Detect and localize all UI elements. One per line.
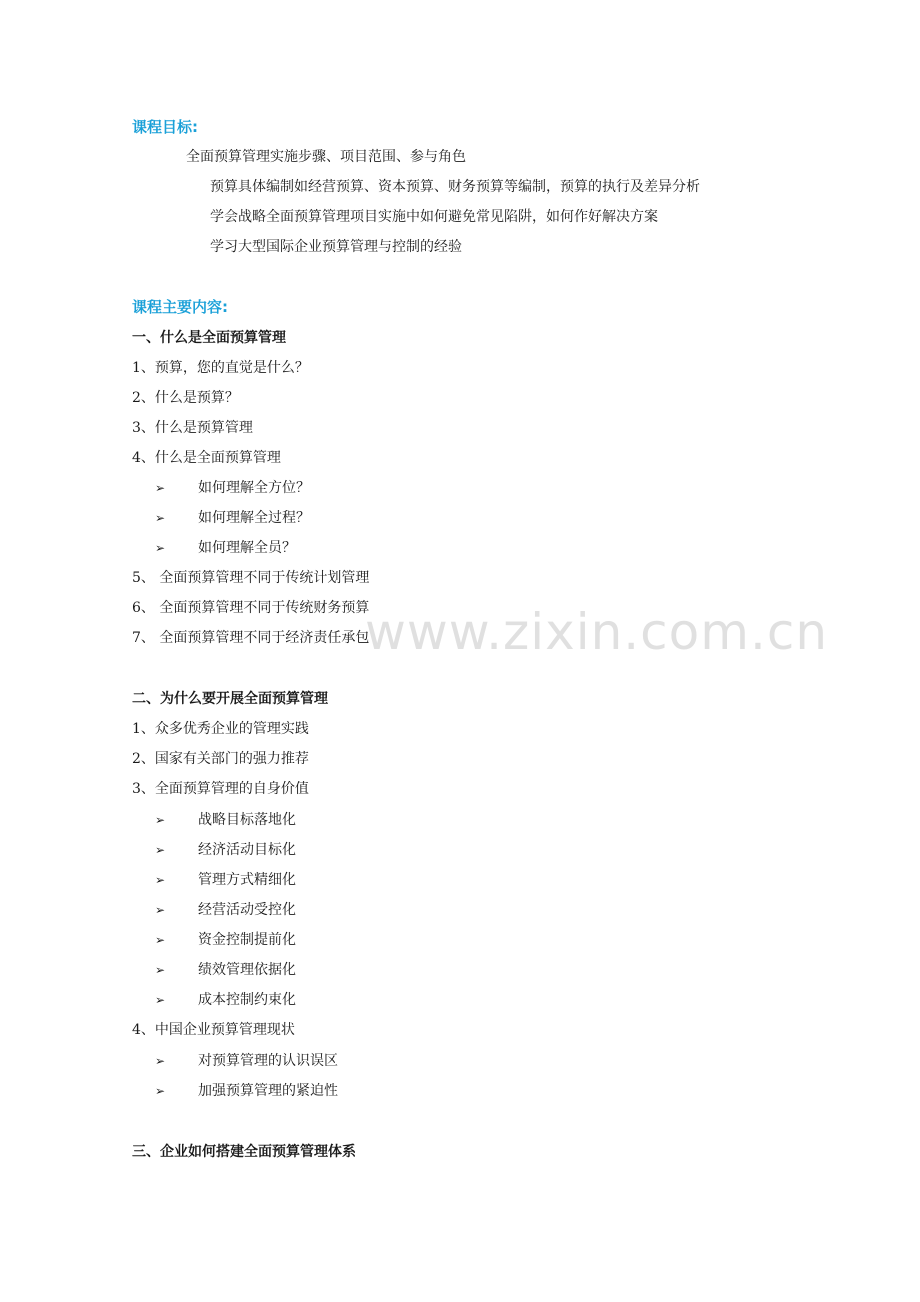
list-item: 1、预算，您的直觉是什么？ xyxy=(132,360,309,376)
objective-item: 全面预算管理实施步骤、项目范围、参与角色 xyxy=(186,149,466,165)
bullet-item: 对预算管理的认识误区 xyxy=(198,1053,338,1069)
bullet-item: 经济活动目标化 xyxy=(198,842,296,858)
section-title: 一、什么是全面预算管理 xyxy=(132,330,286,346)
arrow-bullet-icon: ➢ xyxy=(155,933,166,947)
arrow-bullet-icon: ➢ xyxy=(155,1084,166,1098)
content-heading: 课程主要内容: xyxy=(132,298,228,316)
bullet-item: 战略目标落地化 xyxy=(198,812,296,828)
bullet-item: 成本控制约束化 xyxy=(198,992,296,1008)
bullet-item: 如何理解全员？ xyxy=(198,540,296,556)
objective-item: 学习大型国际企业预算管理与控制的经验 xyxy=(210,239,462,255)
list-item: 3、全面预算管理的自身价值 xyxy=(132,781,309,797)
section-title: 三、企业如何搭建全面预算管理体系 xyxy=(132,1144,356,1160)
arrow-bullet-icon: ➢ xyxy=(155,481,166,495)
arrow-bullet-icon: ➢ xyxy=(155,843,166,857)
arrow-bullet-icon: ➢ xyxy=(155,903,166,917)
arrow-bullet-icon: ➢ xyxy=(155,511,166,525)
list-item: 6、 全面预算管理不同于传统财务预算 xyxy=(132,600,370,616)
list-item: 5、 全面预算管理不同于传统计划管理 xyxy=(132,570,370,586)
objective-item: 预算具体编制如经营预算、资本预算、财务预算等编制，预算的执行及差异分析 xyxy=(210,179,700,195)
arrow-bullet-icon: ➢ xyxy=(155,813,166,827)
list-item: 4、什么是全面预算管理 xyxy=(132,450,281,466)
list-item: 2、什么是预算？ xyxy=(132,390,239,406)
bullet-item: 经营活动受控化 xyxy=(198,902,296,918)
objectives-heading: 课程目标: xyxy=(132,118,198,136)
arrow-bullet-icon: ➢ xyxy=(155,541,166,555)
objective-item: 学会战略全面预算管理项目实施中如何避免常见陷阱，如何作好解决方案 xyxy=(210,209,658,225)
arrow-bullet-icon: ➢ xyxy=(155,1054,166,1068)
bullet-item: 如何理解全方位？ xyxy=(198,480,310,496)
list-item: 1、众多优秀企业的管理实践 xyxy=(132,721,309,737)
watermark: www.zixin.com.cn xyxy=(365,603,829,661)
bullet-item: 如何理解全过程？ xyxy=(198,510,310,526)
list-item: 7、 全面预算管理不同于经济责任承包 xyxy=(132,630,370,646)
bullet-item: 管理方式精细化 xyxy=(198,872,296,888)
bullet-item: 加强预算管理的紧迫性 xyxy=(198,1083,338,1099)
arrow-bullet-icon: ➢ xyxy=(155,963,166,977)
list-item: 3、什么是预算管理 xyxy=(132,420,253,436)
list-item: 2、国家有关部门的强力推荐 xyxy=(132,751,309,767)
section-title: 二、为什么要开展全面预算管理 xyxy=(132,691,328,707)
arrow-bullet-icon: ➢ xyxy=(155,993,166,1007)
bullet-item: 资金控制提前化 xyxy=(198,932,296,948)
arrow-bullet-icon: ➢ xyxy=(155,873,166,887)
list-item: 4、中国企业预算管理现状 xyxy=(132,1022,295,1038)
bullet-item: 绩效管理依据化 xyxy=(198,962,296,978)
